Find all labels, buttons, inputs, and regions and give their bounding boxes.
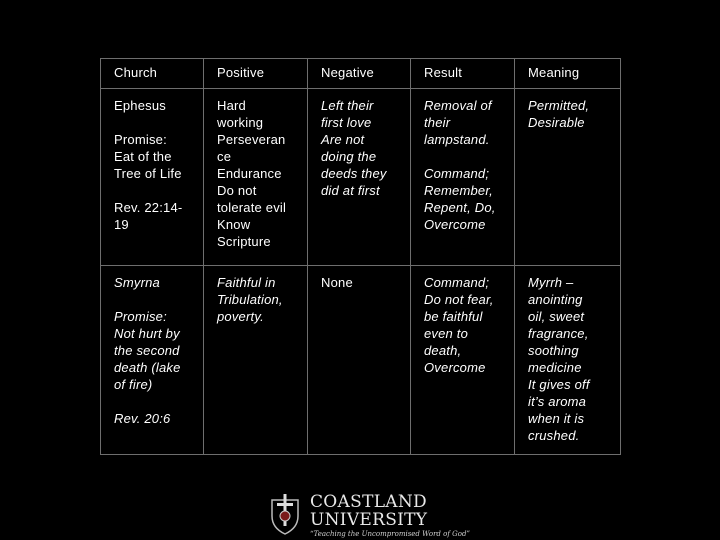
cell-meaning bbox=[515, 89, 621, 266]
cell-line: Scripture bbox=[217, 234, 271, 249]
cell-line: did at first bbox=[321, 183, 380, 198]
cell-church bbox=[101, 89, 204, 266]
table-row bbox=[101, 89, 621, 266]
cell-line: fragrance, bbox=[528, 326, 589, 341]
cell-line: None bbox=[321, 275, 353, 290]
cell-church bbox=[101, 266, 204, 455]
cell-line: the second bbox=[114, 343, 180, 358]
brand-line-1: COASTLAND bbox=[310, 492, 427, 512]
cell-line: first love bbox=[321, 115, 372, 130]
cell-line: Command; bbox=[424, 166, 490, 181]
cell-line bbox=[114, 393, 193, 410]
cell-line: Know bbox=[217, 217, 251, 232]
cell-line: Smyrna bbox=[114, 275, 160, 290]
table-header-row bbox=[101, 59, 621, 89]
table-row bbox=[101, 266, 621, 455]
tagline: “Teaching the Uncompromised Word of God” bbox=[310, 530, 471, 538]
cell-line: Faithful in bbox=[217, 275, 276, 290]
cell-line: oil, sweet bbox=[528, 309, 585, 324]
cell-positive bbox=[204, 89, 308, 266]
cell-line: It gives off bbox=[528, 377, 590, 392]
cell-line: Remember, bbox=[424, 183, 493, 198]
cell-line: Endurance bbox=[217, 166, 282, 181]
cell-negative bbox=[308, 266, 411, 455]
cell-line bbox=[114, 182, 193, 199]
cell-line: Removal of bbox=[424, 98, 492, 113]
cell-line: death, bbox=[424, 343, 462, 358]
cell-line: it’s aroma bbox=[528, 394, 587, 409]
cell-line: tolerate evil bbox=[217, 200, 287, 215]
cell-line: 19 bbox=[114, 217, 129, 232]
header-positive: Positive bbox=[204, 59, 308, 89]
header-church: Church bbox=[101, 59, 204, 89]
cell-line: Desirable bbox=[528, 115, 585, 130]
cell-line: Command; bbox=[424, 275, 490, 290]
cell-line: medicine bbox=[528, 360, 582, 375]
brand-name bbox=[310, 493, 427, 529]
header-result: Result bbox=[411, 59, 515, 89]
cell-line: Perseveran bbox=[217, 132, 286, 147]
crest-icon bbox=[268, 492, 302, 536]
cell-line: death (lake bbox=[114, 360, 181, 375]
cell-line: Hard bbox=[217, 98, 246, 113]
cell-line: Promise: bbox=[114, 132, 167, 147]
cell-line: Overcome bbox=[424, 360, 486, 375]
header-meaning: Meaning bbox=[515, 59, 621, 89]
cell-line: ce bbox=[217, 149, 232, 164]
cell-line: Eat of the bbox=[114, 149, 172, 164]
cell-line: crushed. bbox=[528, 428, 580, 443]
university-logo bbox=[268, 488, 471, 538]
brand-line-2: UNIVERSITY bbox=[310, 510, 428, 530]
cell-result bbox=[411, 89, 515, 266]
cell-line bbox=[114, 114, 193, 131]
cell-line: Do not fear, bbox=[424, 292, 494, 307]
cell-line: Tree of Life bbox=[114, 166, 182, 181]
cell-line: poverty. bbox=[217, 309, 264, 324]
cell-line: their bbox=[424, 115, 451, 130]
cell-line: Promise: bbox=[114, 309, 167, 324]
cell-line: lampstand. bbox=[424, 132, 490, 147]
cell-line: Not hurt by bbox=[114, 326, 180, 341]
cell-line bbox=[114, 291, 193, 308]
cell-line: Rev. 22:14- bbox=[114, 200, 183, 215]
cell-line: Myrrh – bbox=[528, 275, 574, 290]
cell-line: soothing bbox=[528, 343, 579, 358]
cell-line: Left their bbox=[321, 98, 374, 113]
cell-line: even to bbox=[424, 326, 469, 341]
cell-line: anointing bbox=[528, 292, 583, 307]
cell-line: Tribulation, bbox=[217, 292, 283, 307]
cell-line: doing the bbox=[321, 149, 377, 164]
cell-line bbox=[424, 148, 504, 165]
cell-result bbox=[411, 266, 515, 455]
cell-line: working bbox=[217, 115, 264, 130]
cell-meaning bbox=[515, 266, 621, 455]
cell-line: Permitted, bbox=[528, 98, 590, 113]
cell-line: deeds they bbox=[321, 166, 387, 181]
cell-line: Are not bbox=[321, 132, 365, 147]
cell-negative bbox=[308, 89, 411, 266]
cell-line: when it is bbox=[528, 411, 585, 426]
cell-line: Overcome bbox=[424, 217, 486, 232]
header-negative: Negative bbox=[308, 59, 411, 89]
cell-line: of fire) bbox=[114, 377, 153, 392]
cell-line: Ephesus bbox=[114, 98, 166, 113]
cell-line: be faithful bbox=[424, 309, 483, 324]
churches-table bbox=[100, 58, 621, 455]
cell-positive bbox=[204, 266, 308, 455]
cell-line: Repent, Do, bbox=[424, 200, 496, 215]
cell-line: Do not bbox=[217, 183, 257, 198]
cell-line: Rev. 20:6 bbox=[114, 411, 171, 426]
